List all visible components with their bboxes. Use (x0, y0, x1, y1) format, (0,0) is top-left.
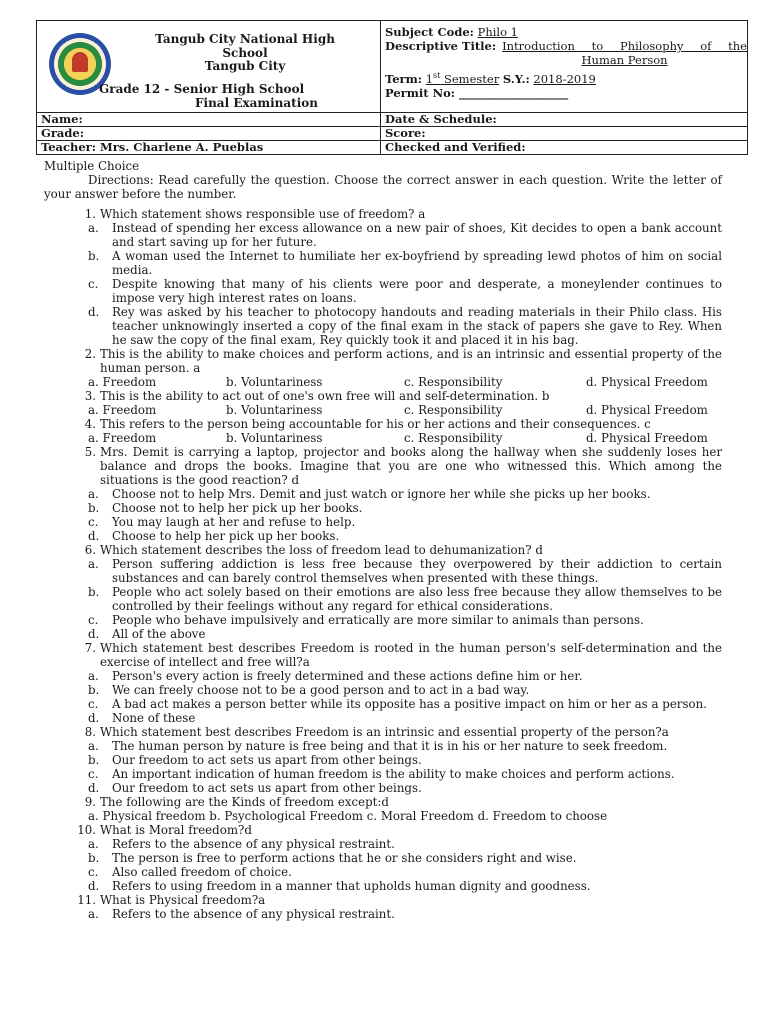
descriptive-title-value-line1: Introduction to Philosophy of the (502, 39, 747, 53)
question-number: 7. (84, 641, 96, 655)
descriptive-title-label: Descriptive Title: (385, 39, 497, 53)
question-number: 8. (84, 725, 96, 739)
question-list (44, 207, 722, 921)
question-number: 10. (77, 823, 96, 837)
school-city-line: Tangub City (204, 59, 286, 73)
option-letter: c. (88, 515, 99, 529)
answer-option (88, 585, 722, 613)
option-text: Instead of spending her excess allowance on a new pair of shoes, Kit decides to open a bank account and start saving up for her future. (112, 221, 722, 249)
answer-option (88, 683, 722, 697)
name-field: Name: (37, 113, 381, 126)
term-line (385, 69, 747, 86)
teacher-field: Teacher: Mrs. Charlene A. Pueblas (37, 141, 381, 154)
question-text: Which statement best describes Freedom is an intrinsic and essential property of the person?a (100, 725, 669, 739)
answer-option: b. Voluntariness (226, 431, 323, 445)
school-name (141, 33, 349, 74)
answer-option (88, 865, 722, 879)
answer-option (88, 781, 722, 795)
option-letter: d. (88, 305, 100, 319)
answer-option: d. Physical Freedom (586, 431, 708, 445)
question-number: 1. (84, 207, 96, 221)
option-text: Refers to the absence of any physical restraint. (112, 837, 395, 851)
question-number: 9. (84, 795, 96, 809)
seal-flame-icon (72, 52, 88, 72)
question-item (72, 641, 722, 669)
option-letter: b. (88, 851, 100, 865)
question-text: This refers to the person being accountable for his or her actions and their consequences. c (100, 417, 651, 431)
option-text: The person is free to perform actions that he or she considers right and wise. (112, 851, 577, 865)
descriptive-title-line (385, 39, 747, 67)
answer-option (88, 627, 722, 641)
option-letter: b. (88, 683, 100, 697)
question-text: Which statement shows responsible use of freedom? a (100, 207, 426, 221)
option-letter: a. (88, 739, 99, 753)
answer-option (88, 739, 722, 753)
answer-option (88, 515, 722, 529)
option-letter: a. (88, 907, 99, 921)
answer-option (88, 697, 722, 711)
question-item (72, 725, 722, 739)
question-number: 5. (84, 445, 96, 459)
grade-row (37, 126, 747, 140)
answer-option (88, 249, 722, 277)
option-letter: a. (88, 837, 99, 851)
option-text: Refers to the absence of any physical restraint. (112, 907, 395, 921)
option-text: All of the above (112, 627, 206, 641)
subject-code-line (385, 25, 747, 39)
question-number: 3. (84, 389, 96, 403)
permit-number-line: Permit No: ___________________ (385, 85, 569, 100)
date-schedule-field: Date & Schedule: (385, 112, 497, 126)
answer-option (88, 305, 722, 347)
option-text: Choose not to help Mrs. Demit and just watch or ignore her while she picks up her books. (112, 487, 651, 501)
option-letter: a. (88, 669, 99, 683)
option-text: Person's every action is freely determined and these actions define him or her. (112, 669, 583, 683)
answer-option (88, 277, 722, 305)
grade-field: Grade: (37, 127, 381, 140)
answer-option (88, 221, 722, 249)
grade-level: Grade 12 - Senior High School (99, 82, 305, 96)
option-letter: d. (88, 711, 100, 725)
question-number: 2. (84, 347, 96, 361)
option-letter: c. (88, 613, 99, 627)
option-letter: a. (88, 487, 99, 501)
question-number: 4. (84, 417, 96, 431)
answer-option: c. Responsibility (404, 403, 503, 417)
answer-option (88, 501, 722, 515)
answer-option (88, 851, 722, 865)
checked-verified-field: Checked and Verified: (385, 140, 526, 154)
option-text: Our freedom to act sets us apart from other beings. (112, 753, 422, 767)
question-item (72, 823, 722, 837)
inline-options-row (88, 403, 722, 417)
question-number: 11. (77, 893, 96, 907)
answer-option (88, 907, 722, 921)
header-top-row (37, 21, 747, 113)
question-item (72, 389, 722, 403)
descriptive-title-value-line2: Human Person (581, 53, 668, 67)
answer-option (88, 837, 722, 851)
answer-option (88, 613, 722, 627)
question-item (72, 445, 722, 487)
option-letter: b. (88, 753, 100, 767)
answer-option: c. Responsibility (404, 431, 503, 445)
option-letter: a. (88, 221, 99, 235)
question-text: Which statement best describes Freedom is rooted in the human person's self-determination and the exercise of intellect and free will?a (100, 641, 722, 669)
answer-option: b. Voluntariness (226, 403, 323, 417)
answer-option: d. Physical Freedom (586, 375, 708, 389)
question-number: 6. (84, 543, 96, 557)
question-item (72, 347, 722, 375)
subject-code-label: Subject Code: (385, 25, 474, 39)
answer-option: b. Voluntariness (226, 375, 323, 389)
answer-option: a. Freedom (88, 431, 157, 445)
question-text: This is the ability to make choices and perform actions, and is an intrinsic and essential property of the human person. a (100, 347, 722, 375)
option-text: Rey was asked by his teacher to photocopy handouts and reading materials in their Philo class. His teacher unknowingly inserted a copy of the final exam in the stack of papers she gave to Rey. When he saw the copy of the final exam, Rey quickly took it and placed it in his bag. (112, 305, 722, 347)
exam-title: Final Examination (195, 96, 318, 110)
option-letter: b. (88, 585, 100, 599)
option-letter: b. (88, 249, 100, 263)
subject-info-cell (381, 21, 747, 112)
option-letter: b. (88, 501, 100, 515)
option-letter: d. (88, 529, 100, 543)
answer-option (88, 879, 722, 893)
option-text: Person suffering addiction is less free because they overpowered by their addiction to certain substances and can barely control themselves when presented with these things. (112, 557, 722, 585)
option-text: People who act solely based on their emotions are also less free because they allow themselves to be controlled by their feelings without any regard for ethical considerations. (112, 585, 722, 613)
exam-body (44, 159, 722, 921)
exam-header-table (36, 20, 748, 155)
option-letter: c. (88, 767, 99, 781)
answer-option (88, 711, 722, 725)
school-year-value: 2018-2019 (533, 71, 596, 86)
question-text: This is the ability to act out of one's own free will and self-determination. b (100, 389, 550, 403)
question-item (72, 207, 722, 221)
option-letter: a. (88, 557, 99, 571)
answer-options-line: a. Physical freedom b. Psychological Freedom c. Moral Freedom d. Freedom to choose (88, 809, 608, 823)
option-letter: d. (88, 781, 100, 795)
subject-code-value: Philo 1 (477, 25, 518, 39)
option-text: We can freely choose not to be a good person and to act in a bad way. (112, 683, 530, 697)
answer-option: a. Freedom (88, 375, 157, 389)
descriptive-title-value (502, 39, 747, 67)
score-field: Score: (385, 126, 426, 140)
answer-option: a. Freedom (88, 403, 157, 417)
option-text: None of these (112, 711, 196, 725)
option-text: Choose to help her pick up her books. (112, 529, 340, 543)
option-text: An important indication of human freedom is the ability to make choices and perform actions. (112, 767, 675, 781)
option-text: The human person by nature is free being and that it is in his or her nature to seek freedom. (112, 739, 668, 753)
question-text: Mrs. Demit is carrying a laptop, projector and books along the hallway when she suddenly loses her balance and drops the books. Imagine that you are one who witnessed this. Which among the situations is the good reaction? d (100, 445, 722, 487)
inline-options-row (88, 375, 722, 389)
option-letter: c. (88, 697, 99, 711)
question-text: What is Moral freedom?d (100, 823, 252, 837)
answer-option: c. Responsibility (404, 375, 503, 389)
option-letter: c. (88, 277, 99, 291)
answer-option (88, 487, 722, 501)
option-letter: c. (88, 865, 99, 879)
question-item (72, 543, 722, 557)
term-label: Term: (385, 71, 423, 86)
answer-option (88, 669, 722, 683)
teacher-row (37, 140, 747, 154)
directions-text: Directions: Read carefully the question. Choose the correct answer in each question. Write the letter of your answer before the number. (44, 173, 722, 201)
section-title: Multiple Choice (44, 159, 140, 173)
question-item (72, 893, 722, 907)
answer-option: d. Physical Freedom (586, 403, 708, 417)
school-name-line: Tangub City National High School (155, 32, 335, 60)
option-text: A woman used the Internet to humiliate her ex-boyfriend by spreading lewd photos of him on social media. (112, 249, 722, 277)
school-year-label: S.Y.: (502, 71, 530, 86)
answer-option (88, 529, 722, 543)
question-text: What is Physical freedom?a (100, 893, 266, 907)
question-text: The following are the Kinds of freedom except:d (100, 795, 389, 809)
question-item (72, 795, 722, 809)
name-row (37, 113, 747, 126)
school-info-cell (37, 21, 381, 112)
option-text: Also called freedom of choice. (112, 865, 292, 879)
answer-option (88, 753, 722, 767)
option-text: A bad act makes a person better while its opposite has a positive impact on him or her as a person. (112, 697, 707, 711)
question-text: Which statement describes the loss of freedom lead to dehumanization? d (100, 543, 543, 557)
option-text: Our freedom to act sets us apart from other beings. (112, 781, 422, 795)
inline-options-row (88, 431, 722, 445)
answer-option (88, 767, 722, 781)
option-letter: d. (88, 879, 100, 893)
option-text: You may laugh at her and refuse to help. (112, 515, 356, 529)
term-value: 1st Semester (425, 71, 500, 86)
inline-options-row (88, 809, 722, 823)
question-item (72, 417, 722, 431)
option-text: Refers to using freedom in a manner that upholds human dignity and goodness. (112, 879, 591, 893)
answer-option (88, 557, 722, 585)
option-text: People who behave impulsively and erratically are more similar to animals than persons. (112, 613, 644, 627)
option-letter: d. (88, 627, 100, 641)
option-text: Despite knowing that many of his clients were poor and desperate, a moneylender continues to impose very high interest rates on loans. (112, 277, 722, 305)
option-text: Choose not to help her pick up her books. (112, 501, 363, 515)
